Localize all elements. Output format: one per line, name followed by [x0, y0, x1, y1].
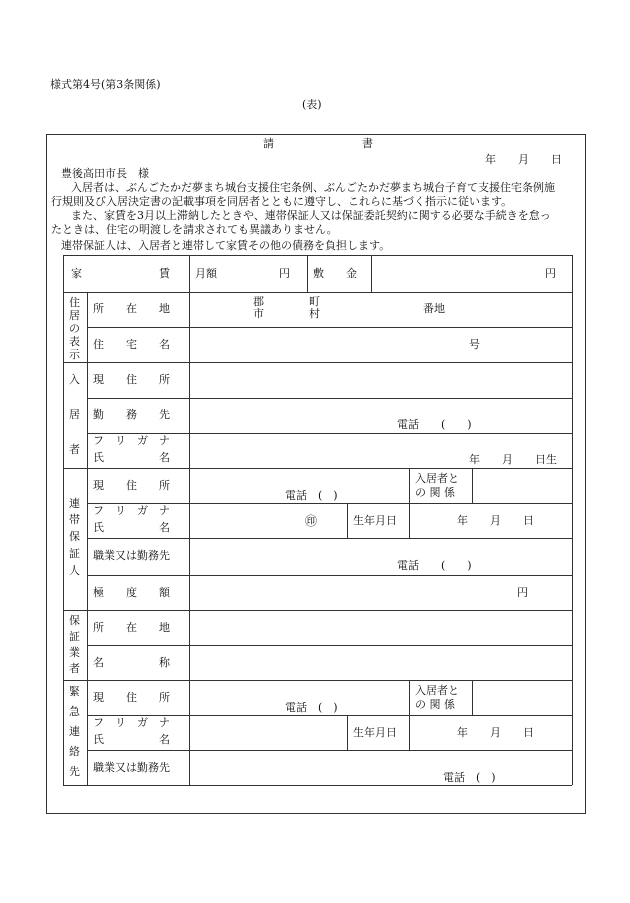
company-section-label-4: 者	[69, 662, 80, 675]
rent-label: 家 賃	[71, 267, 170, 280]
guarantor-furigana-label: フ リ ガ ナ	[93, 504, 170, 517]
housing-section-label-3: の	[69, 322, 80, 335]
emergency-occupation-label: 職業又は勤務先	[93, 761, 170, 774]
guarantor-section-label-3: 保	[69, 530, 80, 543]
resident-phone: 電話 ( )	[397, 418, 472, 431]
resident-furigana-label: フ リ ガ ナ	[93, 434, 170, 447]
guarantor-relation-top: 入居者と	[415, 472, 459, 485]
housing-section-label-5: 示	[69, 348, 80, 361]
paragraph-5: 連帯保証人は、入居者と連帯して家賃その他の債務を負担します。	[61, 239, 391, 252]
emergency-work-phone: 電話 ( )	[443, 771, 496, 784]
resident-birthdate: 年 月 日生	[469, 453, 557, 466]
housing-section-label-4: 表	[69, 335, 80, 348]
emergency-furigana-label: フ リ ガ ナ	[93, 716, 170, 729]
guarantor-birthdate-label: 生年月日	[353, 514, 397, 527]
guarantor-section-label-5: 人	[69, 564, 80, 577]
resident-section-label-1: 入	[69, 373, 80, 386]
gou-label: 号	[469, 338, 480, 351]
machi-label: 町	[309, 295, 320, 308]
date-line: 年 月 日	[485, 153, 562, 166]
rent-yen: 円	[279, 267, 290, 280]
gun-label: 郡	[253, 295, 264, 308]
resident-section-label-3: 者	[69, 443, 80, 456]
form-title: 請 書	[263, 137, 373, 150]
guarantor-phone: 電話 ( )	[285, 489, 338, 502]
housing-section-label-1: 住	[69, 296, 80, 309]
resident-workplace-label: 勤 務 先	[93, 408, 170, 421]
emergency-section-label-3: 連	[69, 725, 80, 738]
emergency-section-label-4: 絡	[69, 745, 80, 758]
guarantor-work-phone: 電話 ( )	[397, 559, 472, 572]
housing-name-label: 住 宅 名	[93, 338, 170, 351]
emergency-relation-bottom: の 関 係	[415, 698, 455, 711]
guarantor-birthdate: 年 月 日	[457, 514, 534, 527]
form-frame	[46, 134, 586, 814]
paragraph-3: また、家賃を3月以上滞納したときや、連帯保証人又は保証委託契約に関する必要な手続きを怠っ	[71, 209, 551, 222]
paragraph-4: たときは、住宅の明渡しを請求されても異議ありません。	[51, 223, 338, 236]
addressee: 豊後高田市長 様	[61, 167, 149, 180]
shi-label: 市	[253, 307, 264, 320]
emergency-section-label-2: 急	[69, 705, 80, 718]
company-name-label: 名 称	[93, 656, 170, 669]
guarantor-name-label: 氏 名	[93, 521, 170, 534]
monthly-label: 月額	[195, 267, 217, 280]
guarantor-section-label-4: 証	[69, 547, 80, 560]
deposit-yen: 円	[545, 267, 556, 280]
emergency-birthdate-label: 生年月日	[353, 726, 397, 739]
limit-amount-label: 極 度 額	[93, 586, 170, 599]
company-section-label-2: 証	[69, 630, 80, 643]
paragraph-1: 入居者は、ぶんごたかだ夢まち城台支援住宅条例、ぶんごたかだ夢まち城台子育て支援住宅条例施	[71, 181, 555, 194]
emergency-birthdate: 年 月 日	[457, 726, 534, 739]
resident-address-label: 現 住 所	[93, 373, 170, 386]
seal-mark: ㊞	[305, 514, 318, 528]
guarantor-occupation-label: 職業又は勤務先	[93, 549, 170, 562]
page-side-label: (表)	[302, 98, 322, 111]
company-section-label-1: 保	[69, 614, 80, 627]
guarantor-relation-bottom: の 関 係	[415, 486, 455, 499]
emergency-section-label-1: 緊	[69, 685, 80, 698]
limit-amount-yen: 円	[517, 586, 528, 599]
emergency-name-label: 氏 名	[93, 733, 170, 746]
company-section-label-3: 業	[69, 646, 80, 659]
company-location-label: 所 在 地	[93, 621, 170, 634]
banchi-label: 番地	[423, 302, 445, 315]
emergency-phone: 電話 ( )	[285, 701, 338, 714]
form-number: 様式第4号(第3条関係)	[50, 78, 161, 91]
emergency-address-label: 現 住 所	[93, 691, 170, 704]
location-label: 所 在 地	[93, 302, 170, 315]
emergency-section-label-5: 先	[69, 765, 80, 778]
housing-section-label-2: 居	[69, 309, 80, 322]
guarantor-address-label: 現 住 所	[93, 479, 170, 492]
mura-label: 村	[309, 307, 320, 320]
resident-name-label: 氏 名	[93, 451, 170, 464]
paragraph-2: 行規則及び入居決定書の記載事項を同居者とともに遵守し、これらに基づく指示に従います。	[51, 195, 513, 208]
deposit-label: 敷 金	[313, 267, 357, 280]
guarantor-section-label-2: 帯	[69, 513, 80, 526]
emergency-relation-top: 入居者と	[415, 684, 459, 697]
guarantor-section-label-1: 連	[69, 497, 80, 510]
resident-section-label-2: 居	[69, 408, 80, 421]
